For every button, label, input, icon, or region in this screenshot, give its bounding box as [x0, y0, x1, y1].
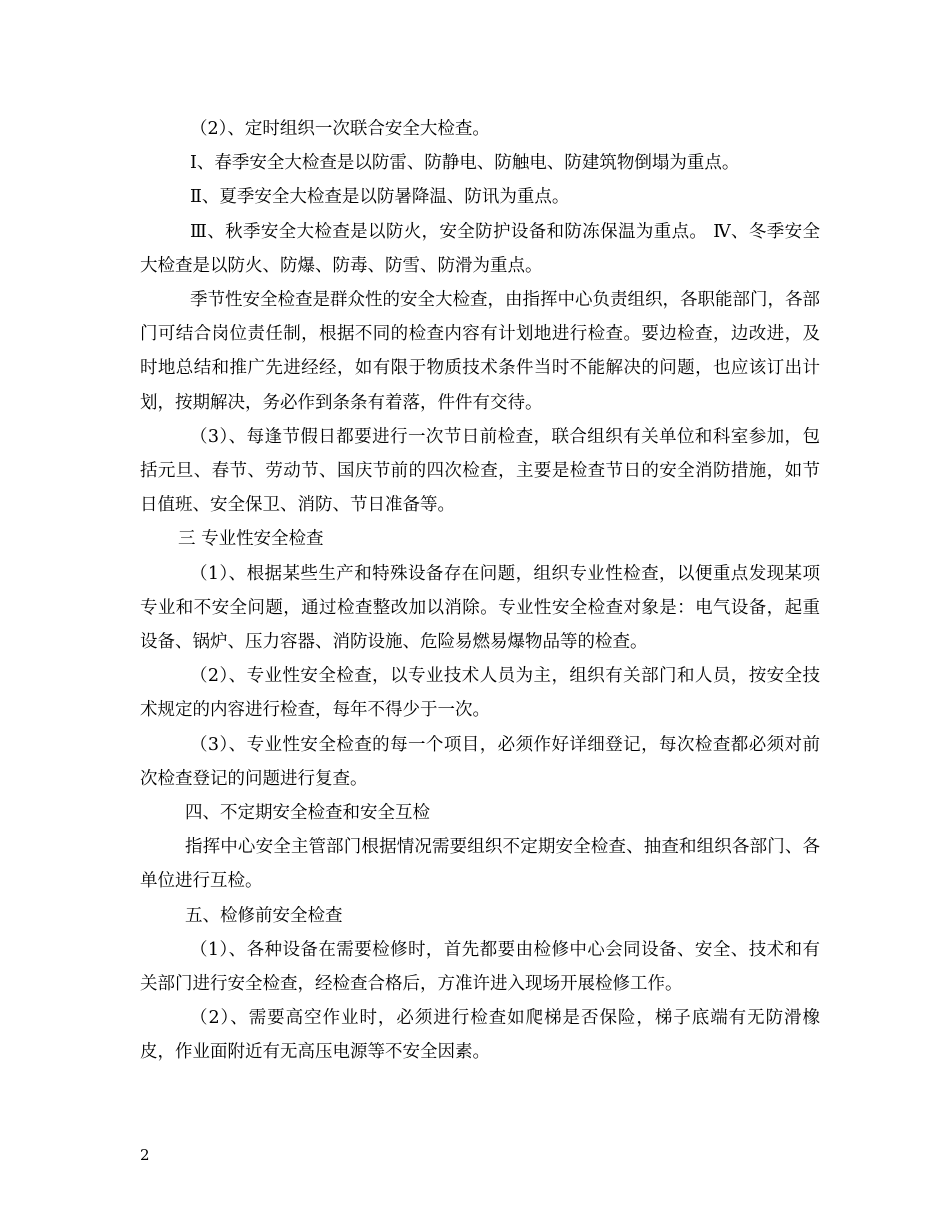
paragraph-maintenance-1: （1）、各种设备在需要检修时，首先都要由检修中心会同设备、安全、技术和有关部门进行安全检查，经检查合格后，方准许进入现场开展检修工作。 — [140, 939, 820, 995]
paragraph-spring-inspection: Ⅰ、春季安全大检查是以防雷、防静电、防触电、防建筑物倒塌为重点。 — [190, 153, 740, 174]
paragraph-holiday-inspection: （3）、每逢节假日都要进行一次节日前检查，联合组织有关单位和科室参加，包括元旦、春节、劳动节、国庆节前的四次检查，主要是检查节日的安全消防措施，如节日值班、安全保卫、消防、节日准备等。 — [140, 426, 820, 516]
page-number: 2 — [140, 1146, 150, 1164]
paragraph-autumn-winter-inspection: Ⅲ、秋季安全大检查是以防火，安全防护设备和防冻保温为重点。 Ⅳ、冬季安全大检查是以防火、防爆、防毒、防雪、防滑为重点。 — [140, 221, 820, 276]
paragraph-seasonal-inspection: 季节性安全检查是群众性的安全大检查，由指挥中心负责组织，各职能部门，各部门可结合岗位责任制，根据不同的检查内容有计划地进行检查。要边检查，边改进，及时地总结和推广先进经经，如有限于物质技术条件当时不能解决的问题，也应该订出计划，按期解决，务必作到条条有着落，件件有交待。 — [140, 290, 820, 413]
paragraph-specialized-1: （1）、根据某些生产和特殊设备存在问题，组织专业性检查，以便重点发现某项专业和不安全问题，通过检查整改加以消除。专业性安全检查对象是：电气设备，起重设备、锅炉、压力容器、消防设施、危险易燃易爆物品等的检查。 — [140, 563, 820, 653]
section-heading-irregular: 四、不定期安全检查和安全互检 — [185, 803, 430, 824]
paragraph-summer-inspection: Ⅱ、夏季安全大检查是以防暑降温、防讯为重点。 — [190, 187, 570, 208]
paragraph-specialized-2: （2）、专业性安全检查，以专业技术人员为主，组织有关部门和人员，按安全技术规定的内容进行检查，每年不得少于一次。 — [140, 666, 820, 721]
document-body — [140, 112, 820, 1070]
section-heading-specialized: 三 专业性安全检查 — [178, 529, 324, 550]
paragraph-irregular: 指挥中心安全主管部门根据情况需要组织不定期安全检查、抽查和组织各部门、各单位进行互检。 — [140, 837, 820, 892]
paragraph-joint-inspection: （2）、定时组织一次联合安全大检查。 — [190, 119, 490, 139]
paragraph-maintenance-2: （2）、需要高空作业时，必须进行检查如爬梯是否保险，梯子底端有无防滑橡皮，作业面附近有无高压电源等不安全因素。 — [140, 1008, 820, 1063]
section-heading-pre-maintenance: 五、检修前安全检查 — [185, 905, 343, 926]
paragraph-specialized-3: （3）、专业性安全检查的每一个项目，必须作好详细登记，每次检查都必须对前次检查登记的问题进行复查。 — [140, 734, 820, 789]
